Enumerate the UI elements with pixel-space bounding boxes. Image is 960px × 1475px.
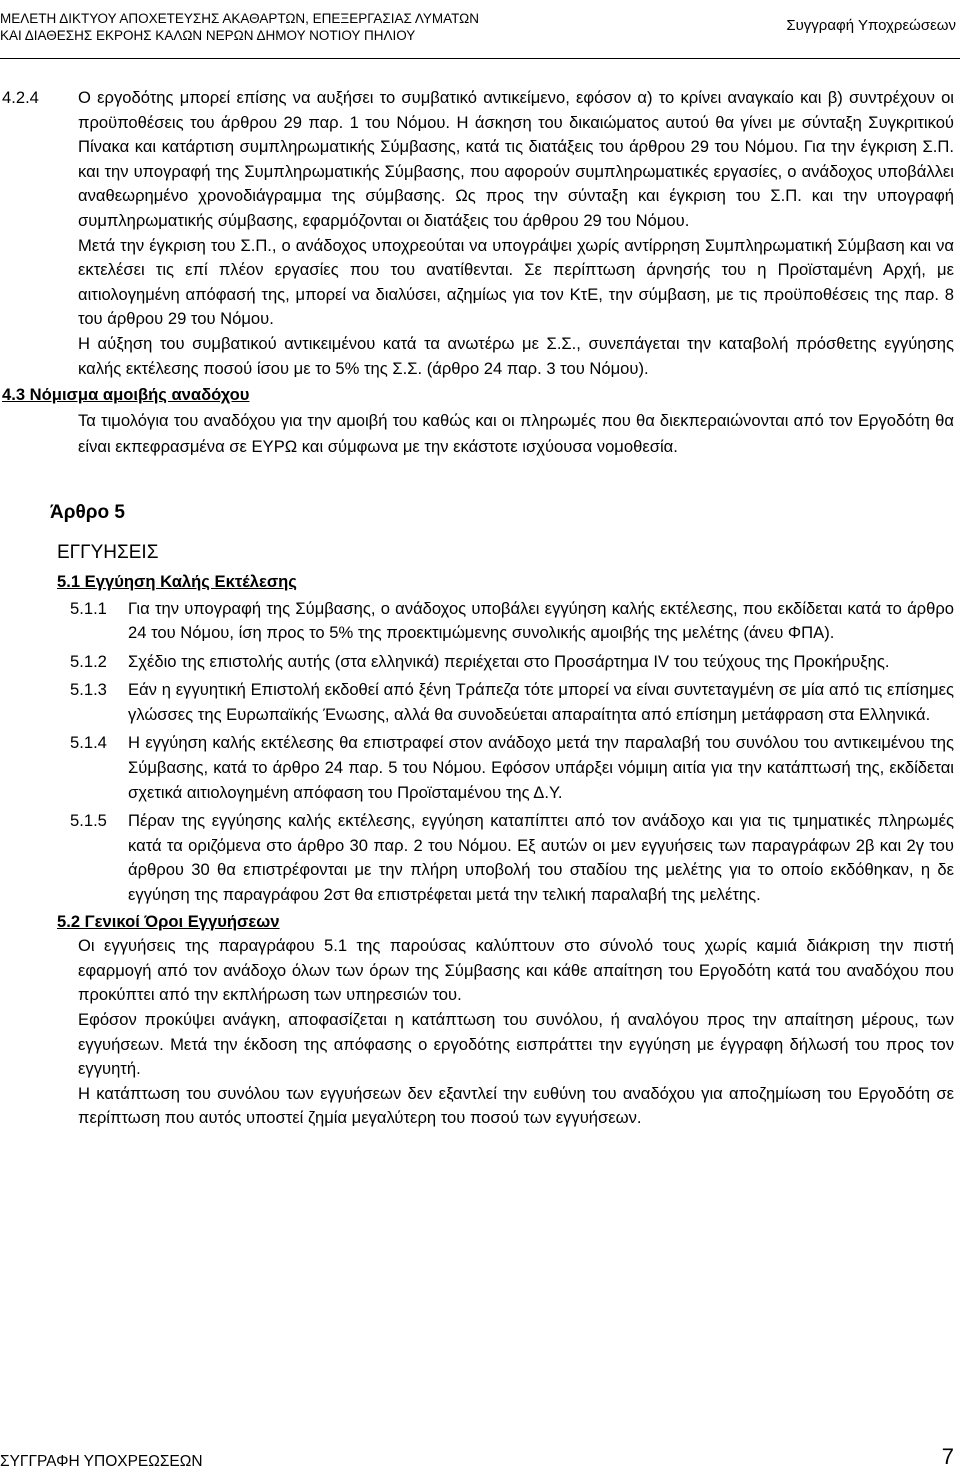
list-item — [0, 731, 960, 805]
chapter-title: ΕΓΓΥΗΣΕΙΣ — [57, 542, 159, 564]
paragraph-text: Η αύξηση του συμβατικού αντικειμένου κατά τα ανωτέρω με Σ.Σ., συνεπάγεται την καταβολή πρόσθετης εγγύησης καλής εκτέλεσης ποσού ίσου με το 5% της Σ.Σ. (άρθρο 24 παρ. 3 του Νόμου). — [78, 333, 954, 378]
header-project-title — [0, 10, 479, 44]
paragraph-text: Μετά την έγκριση του Σ.Π., ο ανάδοχος υποχρεούται να υπογράψει χωρίς αντίρρηση Συμπληρωματική Σύμβαση και να εκτελέσει τις επί πλέον εργασίες που του ανατίθενται. Σε περίπτωση άρνησής του η Προϊσταμένη Αρχή, με αιτιολογημένη απόφασή της, μπορεί να διαλύσει, αζημίως για τον ΚτΕ, την σύμβαση, με τις προϋποθέσεις της παρ. 8 του άρθρου 29 του Νόμου. — [78, 235, 954, 329]
document-body — [0, 86, 960, 1131]
section-4-3 — [0, 383, 960, 461]
item-text: Η εγγύηση καλής εκτέλεσης θα επιστραφεί στον ανάδοχο μετά την παραλαβή του συνόλου του αντικειμένου της Σύμβασης, κατά το άρθρο 24 παρ. 5 του Νόμου. Εφόσον υπάρξει νόμιμη αιτία για την κατάπτωσή της, εκδίδεται σχετικά αιτιολογημένη απόφαση του Προϊσταμένου της Δ.Υ. — [128, 733, 954, 802]
paragraph-text: Οι εγγυήσεις της παραγράφου 5.1 της παρούσας καλύπτουν στο σύνολό τους χωρίς καμιά διάκριση την πιστή εφαρμογή από τον ανάδοχο όλων των όρων της Σύμβασης και κάθε απαίτηση του Εργοδότη κατά του αναδόχου που προκύπτει από την εκπλήρωση των υπηρεσιών του. — [78, 936, 954, 1005]
paragraph-text: Ο εργοδότης μπορεί επίσης να αυξήσει το συμβατικό αντικείμενο, εφόσον α) το κρίνει αναγκαίο και β) συντρέχουν οι προϋποθέσεις του άρθρου 29 παρ. 1 του Νόμου. Η άσκηση του δικαιώματος αυτού θα γίνει με σύνταξη Συγκριτικού Πίνακα και κατάρτιση συμπληρωματικής Σύμβασης, κατά τις διατάξεις του άρθρου 29 του Νόμου. Για την έγκριση Σ.Π. και την υπογραφή της Συμπληρωματικής Σύμβασης, που αφορούν συμπληρωματικές εργασίες, ο ανάδοχος υποβάλλει αναθεωρημένο χρονοδιάγραμμα της σύμβασης. Ως προς την σύνταξη και έγκριση του Σ.Π. και την υπογραφή συμπληρωματικής σύμβασης, εφαρμόζονται οι διατάξεις του άρθρου 29 του Νόμου. — [78, 88, 954, 230]
item-number: 5.1.5 — [70, 811, 107, 831]
chapter-heading — [57, 541, 960, 566]
section-heading: 5.2 Γενικοί Όροι Εγγυήσεων — [57, 911, 280, 931]
paragraph-4-2-4 — [0, 86, 960, 381]
section-5-2 — [0, 910, 960, 1131]
header-document-type: Συγγραφή Υποχρεώσεων — [786, 17, 956, 34]
article-title: Άρθρο 5 — [50, 501, 125, 523]
paragraph-text: Τα τιμολόγια του αναδόχου για την αμοιβή του καθώς και οι πληρωμές που θα διεκπεραιώνονται από τον Εργοδότη θα είναι εκπεφρασμένα σε ΕΥΡΩ και σύμφωνα με την εκάστοτε ισχύουσα νομοθεσία. — [78, 410, 954, 457]
paragraph-text: Η κατάπτωση του συνόλου των εγγυήσεων δεν εξαντλεί την ευθύνη του αναδόχου για αποζημίωση του Εργοδότη σε περίπτωση που αυτός υποστεί ζημία μεγαλύτερη του ποσού των εγγυήσεων. — [78, 1083, 954, 1128]
item-text: Εάν η εγγυητική Επιστολή εκδοθεί από ξένη Τράπεζα τότε μπορεί να είναι συντεταγμένη σε μία από τις επίσημες γλώσσες της Ευρωπαϊκής Ένωσης, αλλά θα συνοδεύεται απαραίτητα από επίσημη μετάφραση στα Ελληνικά. — [128, 680, 954, 724]
list-item — [0, 597, 960, 646]
article-heading — [50, 501, 960, 526]
header-divider — [0, 58, 960, 59]
item-text: Πέραν της εγγύησης καλής εκτέλεσης, εγγύηση καταπίπτει από τον ανάδοχο και για τις τμηματικές πληρωμές κατά τα οριζόμενα στο άρθρο 30 παρ. 2 του Νόμου. Εξ αυτών οι μεν εγγυήσεις των παραγράφων 2β και 2γ του άρθρου 30 θα επιστρέφονται με την πλήρη υποβολή του σταδίου της μελέτης για το οποίο εκδόθηκαν, η δε εγγύηση της παραγράφου 2στ θα επιστρέφεται μετά την τελική παραλαβή της μελέτης. — [128, 811, 954, 905]
paragraph-text: Εφόσον προκύψει ανάγκη, αποφασίζεται η κατάπτωση του συνόλου, ή αναλόγου προς την απαίτηση μέρους, των εγγυήσεων. Μετά την έκδοση της απόφασης ο εργοδότης εισπράττει την εγγύηση με έγγραφη δήλωσή του προς τον εγγυητή. — [78, 1010, 954, 1079]
item-number: 5.1.4 — [70, 733, 107, 753]
item-number: 5.1.2 — [70, 651, 107, 671]
section-heading: 4.3 Νόμισμα αμοιβής αναδόχου — [2, 385, 250, 405]
item-number: 5.1.3 — [70, 680, 107, 700]
item-number: 5.1.1 — [70, 598, 107, 618]
footer-document-title: ΣΥΓΓΡΑΦΗ ΥΠΟΧΡΕΩΣΕΩΝ — [0, 1453, 203, 1470]
section-heading: 5.1 Εγγύηση Καλής Εκτέλεσης — [57, 571, 297, 591]
header-project-line-1: ΜΕΛΕΤΗ ΔΙΚΤΥΟΥ ΑΠΟΧΕΤΕΥΣΗΣ ΑΚΑΘΑΡΤΩΝ, ΕΠΕΞΕΡΓΑΣΙΑΣ ΛΥΜΑΤΩΝ — [0, 11, 479, 26]
list-item — [0, 678, 960, 727]
header-project-line-2: ΚΑΙ ΔΙΑΘΕΣΗΣ ΕΚΡΟΗΣ ΚΑΛΩΝ ΝΕΡΩΝ ΔΗΜΟΥ ΝΟΤΙΟΥ ΠΗΛΙΟΥ — [0, 28, 416, 43]
paragraph-number: 4.2.4 — [2, 88, 39, 107]
item-text: Σχέδιο της επιστολής αυτής (στα ελληνικά) περιέχεται στο Προσάρτημα IV του τεύχους της Προκήρυξης. — [128, 651, 890, 671]
list-item — [0, 809, 960, 907]
list-item — [0, 650, 960, 675]
item-text: Για την υπογραφή της Σύμβασης, ο ανάδοχος υποβάλει εγγύηση καλής εκτέλεσης, που εκδίδεται κατά το άρθρο 24 του Νόμου, ίση προς το 5% της προεκτιμώμενης συνολικής αμοιβής της μελέτης (άνευ ΦΠΑ). — [128, 598, 954, 643]
page-number: 7 — [941, 1444, 954, 1469]
page-footer — [0, 1444, 960, 1472]
section-5-1 — [0, 570, 960, 908]
